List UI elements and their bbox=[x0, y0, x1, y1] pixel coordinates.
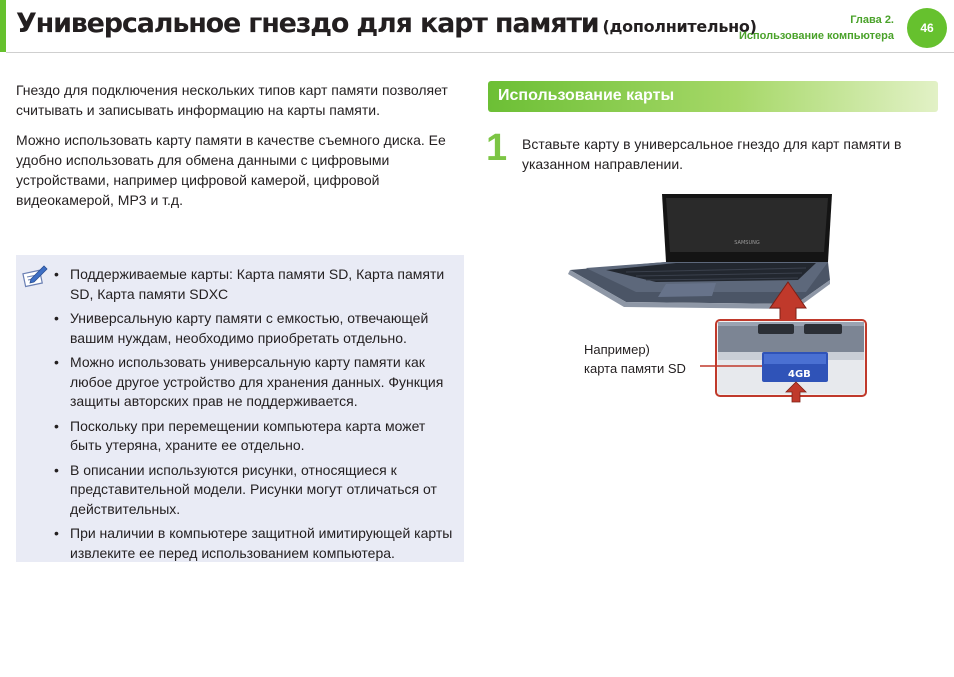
chapter-label bbox=[739, 12, 894, 44]
note-item: • Можно использовать универсальную карту памяти как любое другое устройство для хранения данных. Функция защиты авторских прав не поддерживается. bbox=[54, 353, 460, 412]
step-number: 1 bbox=[486, 127, 508, 169]
note-box bbox=[16, 255, 464, 562]
laptop-brand: SAMSUNG bbox=[734, 240, 760, 246]
laptop-touchpad bbox=[658, 283, 716, 297]
note-list bbox=[54, 265, 460, 568]
header-accent-bar bbox=[0, 0, 6, 52]
header-rule bbox=[6, 52, 954, 53]
intro-text bbox=[16, 80, 468, 220]
intro-paragraph: Гнездо для подключения нескольких типов карт памяти позволяет считывать и записывать информацию на карты памяти. bbox=[16, 82, 448, 118]
page-subtitle: (дополнительно) bbox=[602, 17, 757, 36]
sd-card-label: 4GB bbox=[788, 369, 811, 380]
page-title: Универсальное гнездо для карт памяти (дополнительно) bbox=[16, 8, 757, 39]
section-header: Использование карты bbox=[488, 81, 938, 112]
caption-line: Например) bbox=[584, 342, 650, 357]
page-number-badge: 46 bbox=[907, 8, 947, 48]
note-item: • Поскольку при перемещении компьютера карта может быть утеряна, храните ее отдельно. bbox=[54, 417, 460, 456]
intro-paragraph: Можно использовать карту памяти в качестве съемного диска. Ее удобно использовать для обмена данными с цифровыми устройствами, например цифровой камерой, цифровой видеокамерой, MP3 и т.д. bbox=[16, 132, 446, 208]
step-instruction: Вставьте карту в универсальное гнездо для карт памяти в указанном направлении. bbox=[522, 136, 902, 172]
note-item: • Универсальную карту памяти с емкостью, отвечающей вашим нуждам, необходимо приобретать отдельно. bbox=[54, 309, 460, 348]
note-pencil-icon bbox=[22, 264, 48, 293]
note-item: • При наличии в компьютере защитной имитирующей карты извлеките ее перед использованием компьютера. bbox=[54, 524, 460, 563]
caption-line: карта памяти SD bbox=[584, 361, 686, 376]
illustration-caption bbox=[584, 340, 686, 378]
sd-card bbox=[762, 352, 828, 382]
note-item: • В описании используются рисунки, относящиеся к представительной модели. Рисунки могут отличаться от действительных. bbox=[54, 461, 460, 520]
chapter-number: Глава 2. bbox=[850, 14, 894, 26]
chapter-title: Использование компьютера bbox=[738, 30, 894, 42]
note-item: • Поддерживаемые карты: Карта памяти SD, Карта памяти SD, Карта памяти SDXC bbox=[54, 265, 460, 304]
